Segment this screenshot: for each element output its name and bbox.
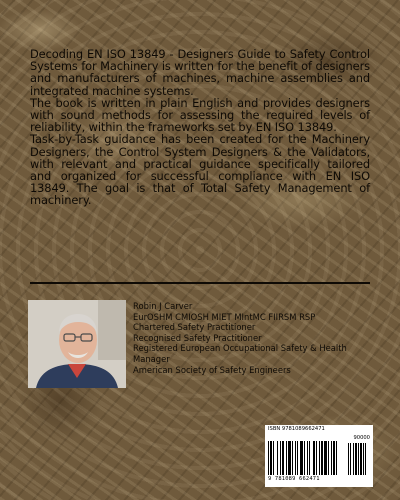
author-title-1: Chartered Safety Practitioner <box>133 322 256 333</box>
author-name: Robin J Carver <box>133 301 193 311</box>
description-paragraph-3: Task-by-Task guidance has been created for the Machinery Designers, the Control System Designers & the Validators, with relevant and practical guidance specifically tailored and organized for successful compliance with EN ISO 13849. The goal is that of Total Safety Management of machinery. <box>30 132 370 208</box>
isbn-label: ISBN 9781089662471 <box>268 426 325 432</box>
author-details <box>133 301 383 375</box>
barcode-bars <box>268 441 370 475</box>
author-title-2: Recognised Safety Practitioner <box>133 332 262 343</box>
author-title-4: American Society of Safety Engineers <box>133 364 291 375</box>
barcode <box>265 425 373 487</box>
description-paragraph-1: Decoding EN ISO 13849 - Designers Guide to Safety Control Systems for Machinery is written for the benefit of designers and manufacturers of machines, machine assemblies and integrated machine systems. <box>30 47 370 98</box>
book-description <box>30 48 370 207</box>
author-title-3: Registered European Occupational Safety & Health Manager <box>133 343 347 364</box>
divider-line <box>30 282 370 284</box>
author-credentials: EurOSHM CMIOSH MIET MIntMC FIIRSM RSP <box>133 311 316 322</box>
description-paragraph-2: The book is written in plain English and provides designers with sound methods for assessing the required levels of reliability, within the frameworks set by EN ISO 13849. <box>30 95 370 135</box>
author-photo <box>28 300 126 388</box>
barcode-digits: 9 781089 662471 <box>268 476 320 482</box>
price-code: 90000 <box>353 435 370 441</box>
